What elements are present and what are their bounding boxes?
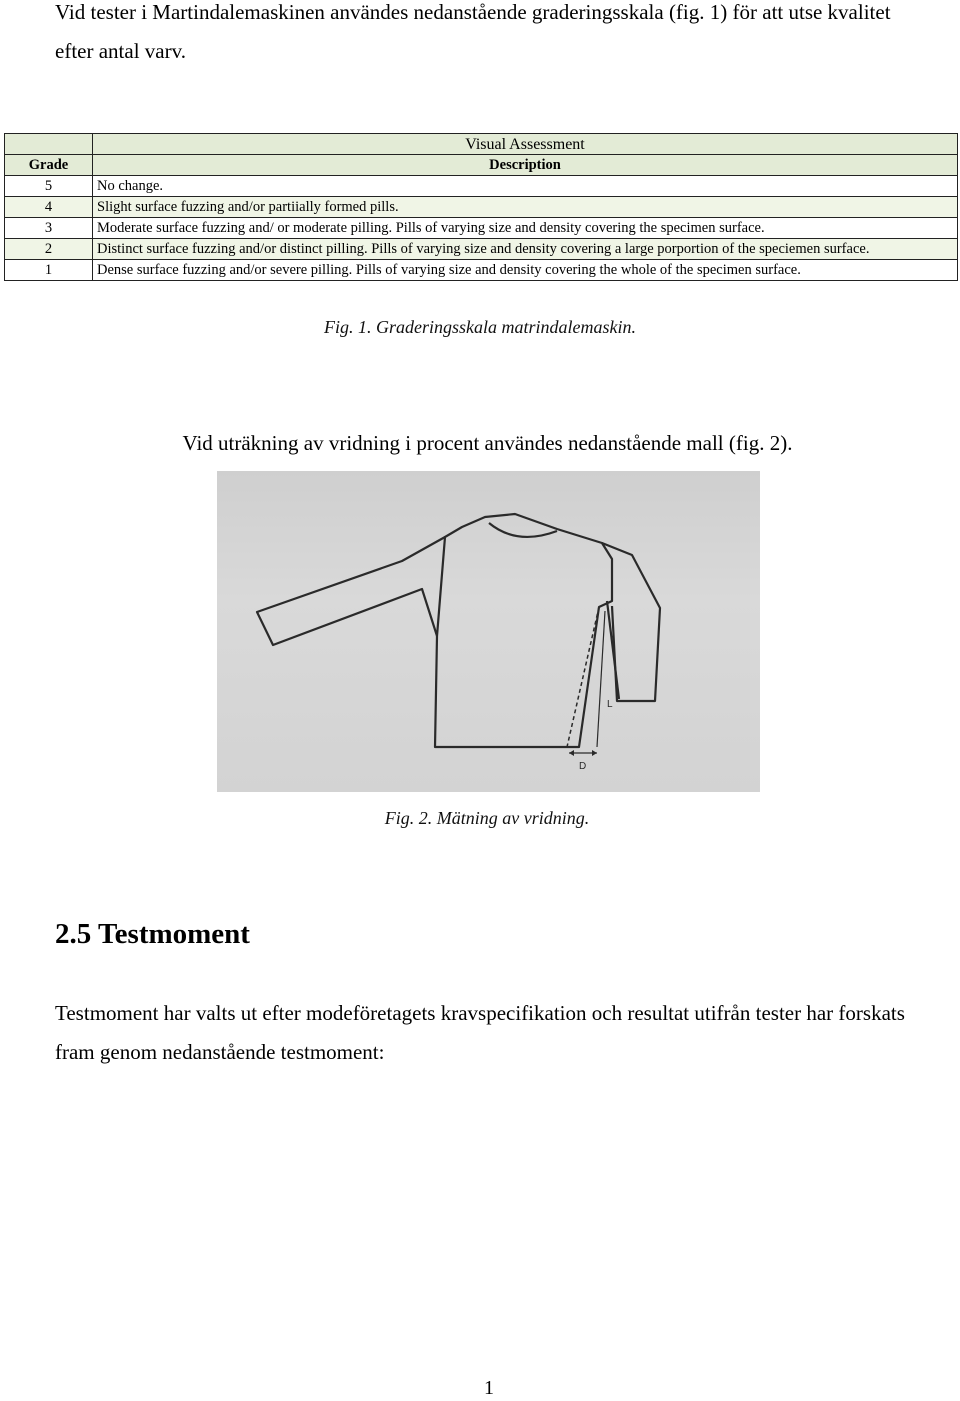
description-cell: Moderate surface fuzzing and/ or moderate pilling. Pills of varying size and density covering the specimen surface.	[93, 218, 958, 239]
grade-cell: 4	[5, 197, 93, 218]
table-row	[5, 218, 958, 239]
twist-intro-paragraph: Vid uträkning av vridning i procent användes nedanstående mall (fig. 2).	[182, 431, 793, 455]
distance-label: D	[579, 761, 587, 772]
testmoment-paragraph: Testmoment har valts ut efter modeföretagets kravspecifikation och resultat utifrån tester har forskats fram genom nedanstående testmoment:	[55, 1001, 905, 1064]
visual-assessment-title: Visual Assessment	[93, 134, 958, 155]
description-cell: Slight surface fuzzing and/or partiially formed pills.	[93, 197, 958, 218]
grade-column-header: Grade	[5, 155, 93, 176]
figure-2-caption: Fig. 2. Mätning av vridning.	[384, 808, 590, 828]
figure-1-caption: Fig. 1. Graderingsskala matrindalemaskin.	[324, 317, 636, 337]
sweater-outline	[435, 514, 612, 747]
description-cell: Distinct surface fuzzing and/or distinct pilling. Pills of varying size and density covering a large porportion of the speciemen surface.	[93, 239, 958, 260]
description-column-header: Description	[93, 155, 958, 176]
description-cell: No change.	[93, 176, 958, 197]
length-label: L	[607, 699, 613, 710]
right-sleeve	[602, 543, 660, 701]
table-row	[5, 176, 958, 197]
sweater-diagram	[217, 471, 760, 792]
sweater-measurement-figure	[217, 471, 760, 792]
page-number: 1	[484, 1377, 494, 1399]
grade-cell: 3	[5, 218, 93, 239]
grade-cell: 2	[5, 239, 93, 260]
grading-scale-table	[4, 133, 958, 281]
table-corner-cell	[5, 134, 93, 155]
section-heading: 2.5 Testmoment	[55, 918, 250, 950]
description-cell: Dense surface fuzzing and/or severe pilling. Pills of varying size and density covering the whole of the specimen surface.	[93, 260, 958, 281]
table-row	[5, 260, 958, 281]
grade-cell: 5	[5, 176, 93, 197]
grading-scale-figure	[4, 133, 958, 279]
table-row	[5, 197, 958, 218]
grade-cell: 1	[5, 260, 93, 281]
table-row	[5, 239, 958, 260]
intro-paragraph: Vid tester i Martindalemaskinen användes nedanstående graderingsskala (fig. 1) för att utse kvalitet efter antal varv.	[55, 0, 891, 63]
left-sleeve	[257, 537, 445, 645]
